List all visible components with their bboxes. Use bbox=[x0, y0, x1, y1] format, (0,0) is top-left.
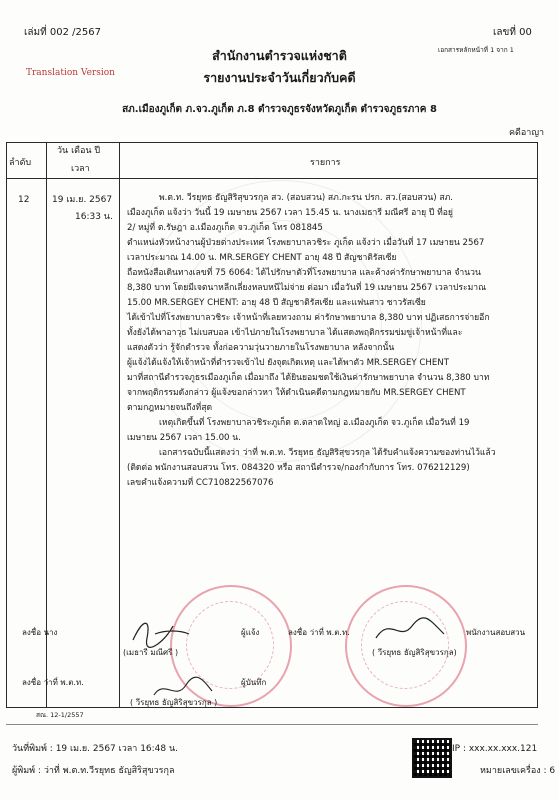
case-type: คดีอาญา bbox=[509, 128, 545, 138]
body-line: เอกสารฉบับนี้แสดงว่า ว่าที่ พ.ต.ท. วีรยุทธ ธัญสิริสุขวรกุล ได้รับคำแจ้งความของท่านไว้แล้ว bbox=[159, 448, 496, 458]
body-line: แสดงตัวว่า รู้จักตำรวจ ทั้งก่อความวุ่นวายภายในโรงพยาบาล หลังจากนั้น bbox=[127, 343, 395, 353]
page-number: เอกสารหลักหน้าที่ 1 จาก 1 bbox=[438, 46, 514, 54]
informant-sign-label: ลงชื่อ นาง bbox=[22, 628, 58, 637]
body-line: เลขคำแจ้งความที่ CC710822567076 bbox=[127, 478, 274, 488]
book-number: เล่มที่ 002 /2567 bbox=[24, 27, 101, 38]
informant-role: ผู้แจ้ง bbox=[241, 628, 260, 637]
row-date: 19 เม.ย. 2567 bbox=[52, 195, 113, 205]
body-line: เหตุเกิดขึ้นที่ โรงพยาบาลวชิระภูเก็ต ต.ตลาดใหญ่ อ.เมืองภูเก็ต จว.ภูเก็ต เมื่อวันที่ 19 bbox=[159, 418, 470, 428]
qr-code-icon bbox=[412, 738, 452, 778]
body-line: จากพฤติกรรมดังกล่าว ผู้แจ้งขอกล่าวหา ให้ดำเนินคดีตามกฎหมายกับ MR.SERGEY CHENT bbox=[127, 388, 466, 398]
footer-divider bbox=[6, 724, 538, 725]
table-bottom-border bbox=[6, 707, 538, 708]
column-header-date: วัน เดือน ปี bbox=[57, 146, 101, 156]
recorder-name: ( วีรยุทธ ธัญสิริสุขวรกุล ) bbox=[130, 698, 218, 707]
column-divider-2 bbox=[119, 142, 120, 708]
body-line: มาที่สถานีตำรวจภูธรเมืองภูเก็ต เมื่อมาถึง ได้ยินยอมชดใช้เงินค่ารักษาพยาบาล จำนวน 8,380 บาท bbox=[127, 373, 490, 383]
officer-signature bbox=[370, 612, 450, 652]
informant-signature bbox=[125, 612, 195, 652]
station-line: สภ.เมืองภูเก็ต ภ.จว.ภูเก็ต ภ.8 ตำรวจภูธรจังหวัดภูเก็ต ตำรวจภูธรภาค 8 bbox=[122, 104, 437, 115]
row-order: 12 bbox=[18, 195, 30, 205]
recorder-sign-label: ลงชื่อ ว่าที่ พ.ต.ท. bbox=[22, 678, 84, 687]
column-header-time: เวลา bbox=[71, 164, 90, 174]
column-divider-1 bbox=[46, 142, 47, 708]
body-line: เมษายน 2567 เวลา 15.00 น. bbox=[127, 433, 241, 443]
body-line: 15.00 MR.SERGEY CHENT: อายุ 48 ปี สัญชาติรัสเซีย และแฟนสาว ชาวรัสเซีย bbox=[127, 298, 426, 308]
recorder-role: ผู้บันทึก bbox=[241, 678, 267, 687]
body-line: ได้เข้าไปที่โรงพยาบาลวชิระ เจ้าหน้าที่เลยทวงถาม ค่ารักษาพยาบาล 8,380 บาท ปฏิเสธการจ่ายอีก bbox=[127, 313, 490, 323]
body-line: เวลาประมาณ 14.00 น. MR.SERGEY CHENT อายุ 48 ปี สัญชาติรัสเซีย bbox=[127, 253, 397, 263]
body-line: ตำแหน่งหัวหน้างานผู้ป่วยต่างประเทศ โรงพยาบาลวชิระ ภูเก็ต แจ้งว่า เมื่อวันที่ 17 เมษายน 2567 bbox=[127, 238, 485, 248]
body-line: พ.ต.ท. วีรยุทธ ธัญสิริสุขวรกุล สว. (สอบสวน) สภ.กะรน ปรก. สว.(สอบสวน) สภ. bbox=[159, 193, 454, 203]
officer-name: ( วีรยุทธ ธัญสิริสุขวรกุล) bbox=[372, 648, 457, 657]
body-line: ผู้แจ้งได้แจ้งให้เจ้าหน้าที่ตำรวจเข้าไป ยังจุดเกิดเหตุ และได้พาตัว MR.SERGEY CHENT bbox=[127, 358, 449, 368]
body-line: เมืองภูเก็ต แจ้งว่า วันนี้ 19 เมษายน 2567 เวลา 15.45 น. นางเมธารี มณีศรี อายุ ปี ที่อยู่ bbox=[127, 208, 453, 218]
table-left-border bbox=[6, 142, 7, 708]
print-date: วันที่พิมพ์ : 19 เม.ย. 2567 เวลา 16:48 น. bbox=[12, 744, 179, 754]
translation-stamp: Translation Version bbox=[26, 68, 115, 78]
table-top-border bbox=[6, 142, 538, 143]
body-line: 8,380 บาท โดยมีเจตนาหลีกเลี่ยงหลบหนีไม่จ่าย ต่อมา เมื่อวันที่ 19 เมษายน 2567 เวลาประมาณ bbox=[127, 283, 487, 293]
body-line: ถือหนังสือเดินทางเลขที่ 75 6064: ได้ไปรักษาตัวที่โรงพยาบาล และค้างค่ารักษาพยาบาล จำนวน bbox=[127, 268, 481, 278]
table-right-border bbox=[537, 142, 538, 708]
document-number: เลขที่ 00 bbox=[493, 27, 532, 38]
informant-name: (เมธารี มณีศรี ) bbox=[123, 648, 179, 657]
body-line: ตามกฎหมายจนถึงที่สุด bbox=[127, 403, 213, 413]
officer-role: พนักงานสอบสวน bbox=[466, 628, 526, 637]
body-line: (ติดต่อ พนักงานสอบสวน โทร. 084320 หรือ สถานีตำรวจ/กองกำกับการ โทร. 076212129) bbox=[127, 463, 470, 473]
report-body bbox=[127, 191, 535, 491]
form-code: สณ. 12-1/2557 bbox=[36, 711, 84, 719]
ip-address: IP : xxx.xx.xxx.121 bbox=[452, 744, 538, 754]
printer-name: ผู้พิมพ์ : ว่าที่ พ.ต.ท.วีรยุทธ ธัญสิริสุขวรกุล bbox=[12, 766, 175, 776]
body-line: 2/ หมู่ที่ ต.รัษฎา อ.เมืองภูเก็ต จว.ภูเก็ต โทร 081845 bbox=[127, 223, 323, 233]
officer-sign-label: ลงชื่อ ว่าที่ พ.ต.ท. bbox=[288, 628, 350, 637]
report-title: รายงานประจำวันเกี่ยวกับคดี bbox=[203, 70, 356, 85]
row-time: 16:33 น. bbox=[75, 212, 113, 222]
column-header-order: ลำดับ bbox=[9, 158, 32, 168]
table-header-border bbox=[6, 178, 538, 179]
column-header-items: รายการ bbox=[310, 158, 341, 168]
machine-number: หมายเลขเครื่อง : 6 bbox=[480, 766, 556, 776]
agency-title: สำนักงานตำรวจแห่งชาติ bbox=[212, 48, 347, 63]
body-line: ทั้งยังได้พาอาวุธ ไม่เบสบอล เข้าไปภายในโรงพยาบาล ได้แสดงพฤติกรรมข่มขู่เจ้าหน้าที่และ bbox=[127, 328, 463, 338]
